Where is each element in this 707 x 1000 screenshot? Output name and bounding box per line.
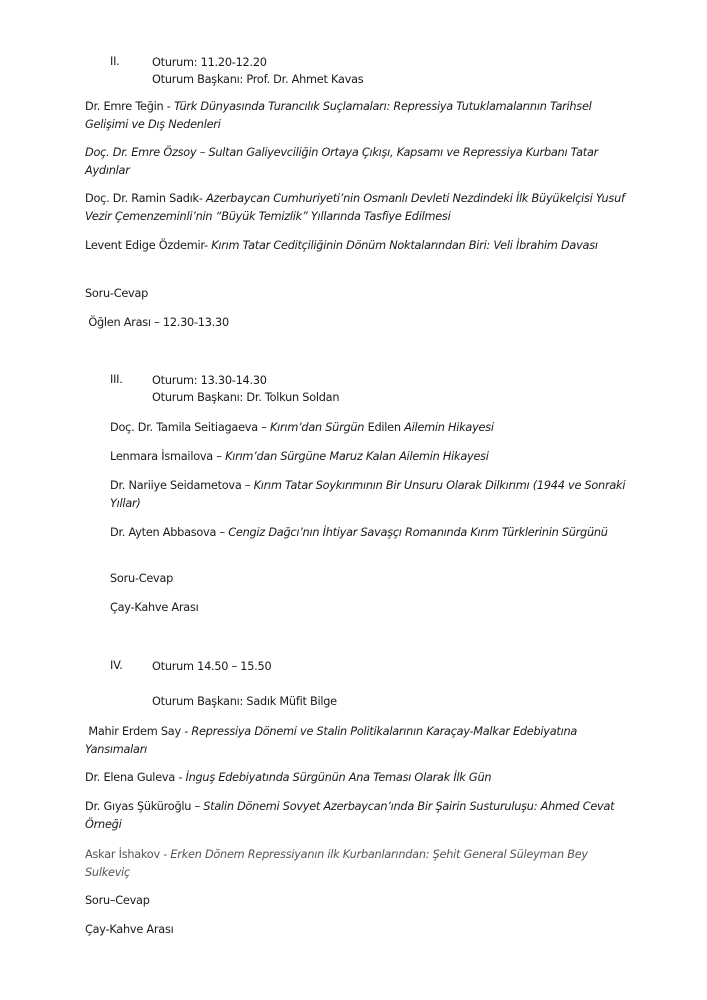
session-time: Oturum: 11.20-12.20 <box>152 56 267 69</box>
talk-speaker: Mahir Erdem Say - <box>85 725 192 738</box>
talk-speaker: Dr. Nariiye Seidametova – <box>110 479 254 492</box>
talk-speaker: Askar İshakov - <box>85 848 171 861</box>
talk-title: Türk Dünyasında Turancılık Suçlamaları: Repressiya Tutuklamalarının Tarihsel Gelişimi ve Dış Nedenleri <box>85 100 592 131</box>
talk-speaker: Dr. Emre Teğin - <box>85 100 174 113</box>
talk-title-mid: Edilen <box>364 421 405 434</box>
session-chair: Oturum Başkanı: Sadık Müfit Bilge <box>152 695 337 708</box>
talk-item <box>85 190 635 226</box>
qa-label: Soru–Cevap <box>85 894 150 907</box>
session-time: Oturum: 13.30-14.30 <box>152 374 267 387</box>
lunch-break: Öğlen Arası – 12.30-13.30 <box>85 316 229 329</box>
talk-title: Kırım Tatar Soykırımının Bir Unsuru Olarak Dilkırımı (1944 ve Sonraki Yıllar) <box>110 479 626 510</box>
coffee-break: Çay-Kahve Arası <box>85 923 174 936</box>
talk-title: Azerbaycan Cumhuriyeti’nin Osmanlı Devleti Nezdindeki İlk Büyükelçisi Yusuf Vezir Çemenzeminli’nin “Büyük Temizlik” Yıllarında Tasfiye Edilmesi <box>85 192 625 223</box>
session-time: Oturum 14.50 – 15.50 <box>152 660 272 673</box>
talk-item <box>110 448 630 466</box>
session-numeral: III. <box>110 373 123 386</box>
talk-item <box>85 144 635 180</box>
qa-label: Soru-Cevap <box>110 572 174 585</box>
talk-item <box>110 524 630 542</box>
talk-item <box>85 98 635 134</box>
session-numeral: II. <box>110 55 120 68</box>
talk-title: Kırım Tatar Ceditçiliğinin Dönüm Noktalarından Biri: Veli İbrahim Davası <box>211 239 598 252</box>
session-chair: Oturum Başkanı: Dr. Tolkun Soldan <box>152 391 340 404</box>
talk-speaker: Dr. Gıyas Şüküroğlu – <box>85 800 204 813</box>
talk-title: Repressiya Dönemi ve Stalin Politikalarının Karaçay-Malkar Edebiyatına Yansımaları <box>85 725 578 756</box>
qa-label: Soru-Cevap <box>85 287 149 300</box>
talk-item <box>85 769 635 787</box>
talk-item <box>110 419 630 437</box>
talk-speaker: Dr. Elena Guleva - <box>85 771 186 784</box>
talk-speaker: Levent Edige Özdemir- <box>85 239 212 252</box>
talk-speaker: Lenmara İsmailova – <box>110 450 226 463</box>
talk-speaker: Doç. Dr. Ramin Sadık- <box>85 192 207 205</box>
talk-item <box>85 723 635 759</box>
talk-item <box>85 798 635 834</box>
talk-item <box>110 477 630 513</box>
talk-title: Erken Dönem Repressiyanın ilk Kurbanlarından: Şehit General Süleyman Bey Sulkeviç <box>85 848 588 879</box>
talk-title: Kırım’dan Sürgün <box>269 421 365 434</box>
coffee-break: Çay-Kahve Arası <box>110 601 199 614</box>
talk-item <box>85 846 635 882</box>
talk-speaker: Dr. Ayten Abbasova – <box>110 526 229 539</box>
talk-title: Kırım’dan Sürgüne Maruz Kalan Ailemin Hikayesi <box>225 450 489 463</box>
session-chair: Oturum Başkanı: Prof. Dr. Ahmet Kavas <box>152 73 364 86</box>
talk-title: Stalin Dönemi Sovyet Azerbaycan’ında Bir Şairin Susturuluşu: Ahmed Cevat Örneği <box>85 800 615 831</box>
talk-item <box>85 237 635 255</box>
talk-title-end: Ailemin Hikayesi <box>404 421 494 434</box>
talk-title: İnguş Edebiyatında Sürgünün Ana Teması Olarak İlk Gün <box>185 771 492 784</box>
talk-speaker: Doç. Dr. Tamila Seitiagaeva – <box>110 421 270 434</box>
session-numeral: IV. <box>110 659 123 672</box>
talk-title: Cengiz Dağcı’nın İhtiyar Savaşçı Romanında Kırım Türklerinin Sürgünü <box>228 526 608 539</box>
talk-title: Doç. Dr. Emre Özsoy – Sultan Galiyevciliğin Ortaya Çıkışı, Kapsamı ve Repressiya Kurbanı Tatar Aydınlar <box>85 146 599 177</box>
